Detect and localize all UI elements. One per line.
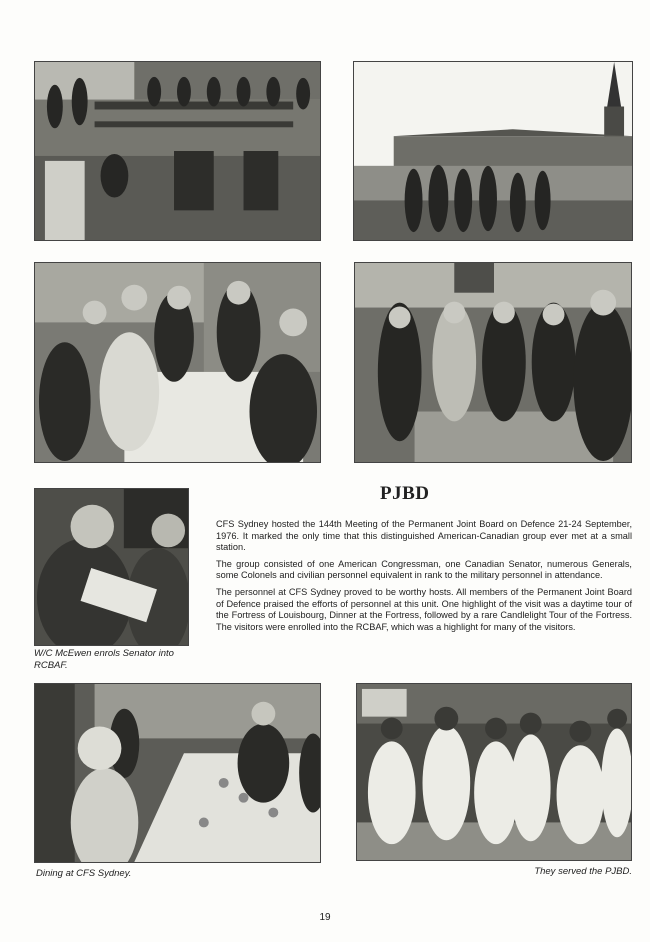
article-paragraph-2: The group consisted of one American Congressman, one Canadian Senator, numerous Generals, some Colonels and civilian personnel equivalent in rank to the military personnel in attendance.	[216, 558, 632, 581]
photo-men-at-table	[34, 262, 321, 463]
article-body	[216, 519, 632, 638]
photo-rcbaf-enrolment	[34, 488, 189, 646]
photo-fortress-steeple	[353, 61, 633, 241]
photo-kitchen-staff	[356, 683, 632, 861]
caption-served: They served the PJBD.	[534, 866, 632, 877]
photo-dining	[34, 683, 321, 863]
photo-display-table	[354, 262, 632, 463]
photo-bridge-tour	[34, 61, 321, 241]
article-paragraph-3: The personnel at CFS Sydney proved to be worthy hosts. All members of the Permanent Joint Board of Defence praised the efforts of personnel at this unit. One highlight of the visit was a daytime tour of the Fortress of Louisbourg, Dinner at the Fortress, followed by a rare Candlelight Tour of the Fortress. The visitors were enrolled into the RCBAF, which was a highlight for many of the visitors.	[216, 586, 632, 632]
caption-enrol: W/C McEwen enrols Senator into RCBAF.	[34, 648, 174, 671]
article-paragraph-1: CFS Sydney hosted the 144th Meeting of the Permanent Joint Board on Defence 21-24 September, 1976. It marked the only time that this distinguished American-Canadian group ever met at a small station.	[216, 519, 632, 553]
page-title: PJBD	[380, 483, 430, 504]
page-number: 19	[319, 912, 331, 923]
caption-dining: Dining at CFS Sydney.	[36, 868, 132, 879]
